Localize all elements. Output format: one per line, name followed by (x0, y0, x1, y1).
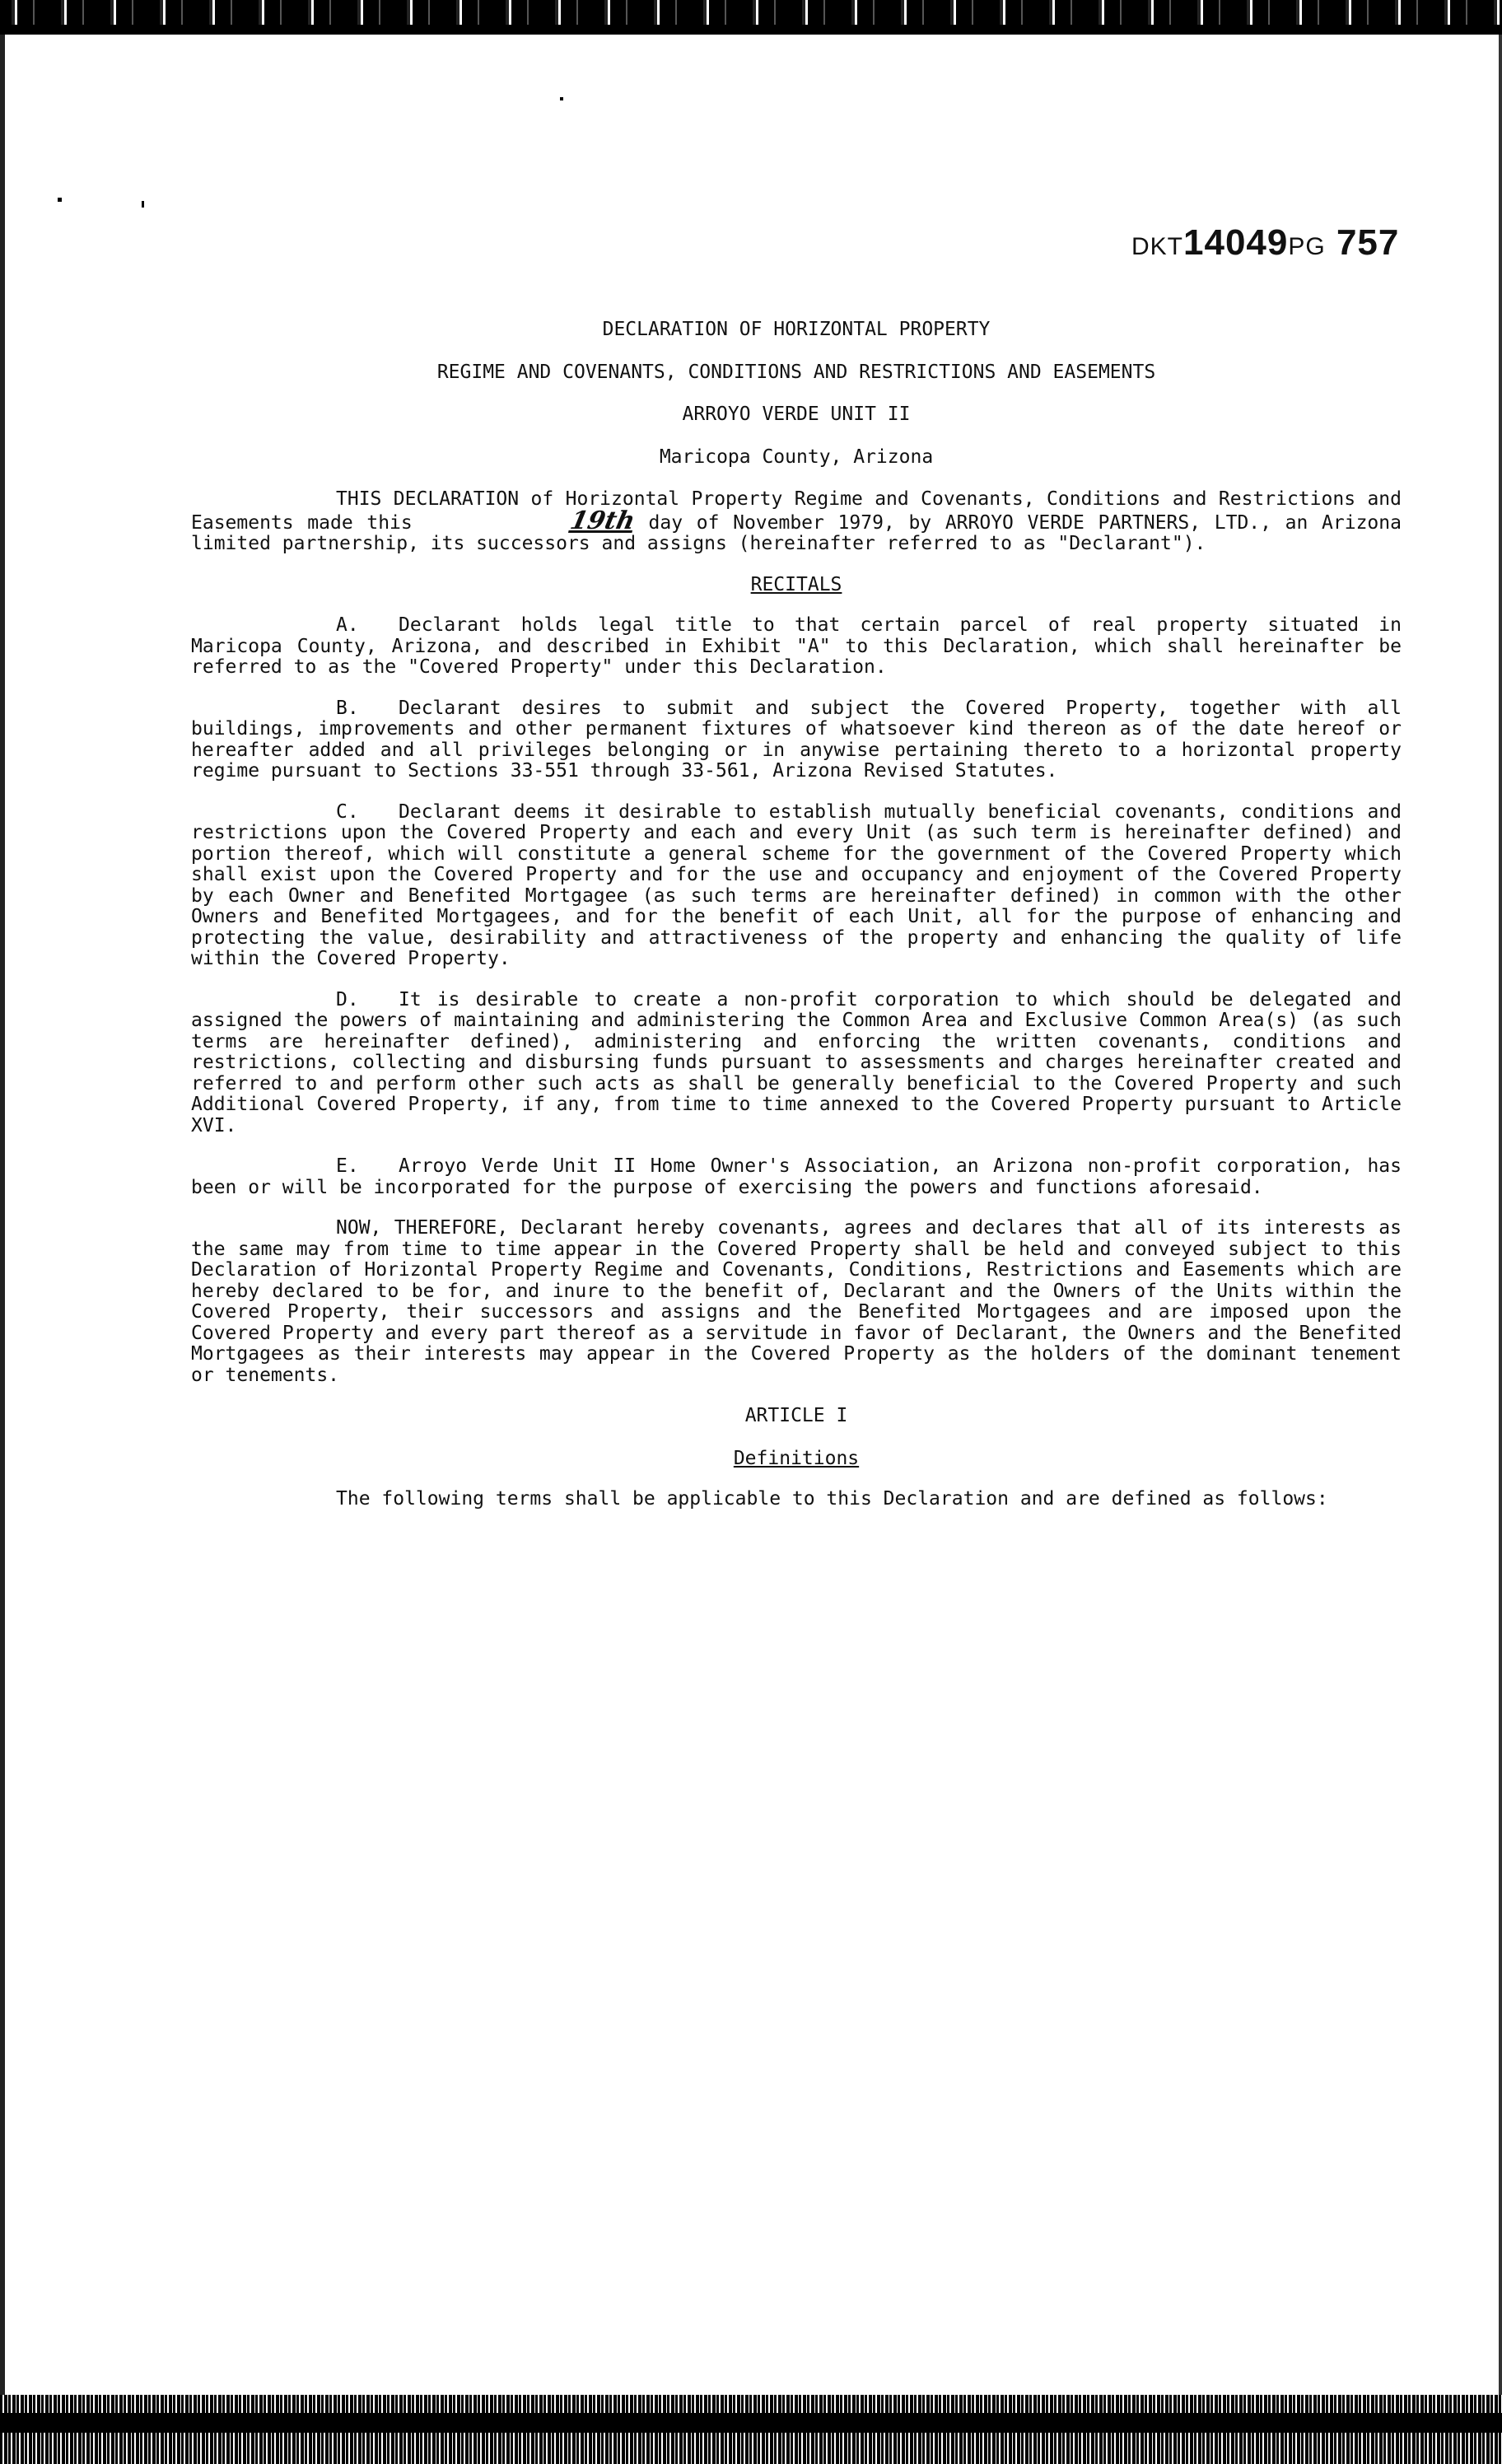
intro-paragraph (191, 489, 1402, 555)
scan-speck (142, 201, 144, 208)
page-number: 757 (1336, 222, 1400, 263)
title-line-3: ARROYO VERDE UNIT II (682, 404, 911, 425)
recital-letter: E. (336, 1155, 359, 1177)
page-label: PG (1288, 233, 1326, 260)
intro-text-after-date: day of November 1979, by ARROYO VERDE PARTNERS, LTD., an Arizona limited partnership, its successors and assigns (hereinafter referred to as "Declarant"). (191, 511, 1402, 554)
scan-border-top (0, 0, 1502, 35)
title-line-4: Maricopa County, Arizona (659, 446, 934, 468)
recital-text: Declarant holds legal title to that certain parcel of real property situated in Maricopa County, Arizona, and described in Exhibit "A" to this Declaration, which shall hereinafter be referred to as the "Covered Property" under this Declaration. (191, 614, 1402, 678)
recital-text: It is desirable to create a non-profit corporation to which should be delegated and assigned the powers of maintaining and administering the Common Area and Exclusive Common Area(s) (as such terms are hereinafter defined), administering and enforcing the written covenants, conditions and restrictions, collecting and disbursing funds pursuant to assessments and charges hereinafter created and referred to and perform other such acts as shall be generally beneficial to the Covered Property and such Additional Covered Property, if any, from time to time annexed to the Covered Property pursuant to Article XVI. (191, 988, 1402, 1136)
document-body (191, 320, 1402, 1530)
title-line-2: REGIME AND COVENANTS, CONDITIONS AND RESTRICTIONS AND EASEMENTS (436, 361, 1156, 383)
article-name: Definitions (733, 1447, 860, 1469)
scan-speck (58, 198, 62, 202)
recital-d (191, 990, 1402, 1137)
recitals-heading: RECITALS (750, 573, 842, 595)
scan-speck (560, 97, 563, 100)
definitions-intro: The following terms shall be applicable to this Declaration and are defined as follows: (336, 1488, 1328, 1510)
recital-c (191, 802, 1402, 970)
recital-letter: B. (336, 697, 359, 719)
book-page-reference (1131, 222, 1428, 275)
recital-e (191, 1156, 1402, 1198)
intro-text-before-date: THIS DECLARATION of Horizontal Property Regime and Covenants, Conditions and Restrictions and Easements made this (191, 488, 1402, 534)
recital-a (191, 615, 1402, 679)
now-therefore-paragraph: NOW, THEREFORE, Declarant hereby covenants, agrees and declares that all of its interests as the same may from time to time appear in the Covered Property shall be held and conveyed subject to this Declaration of Horizontal Property Regime and Covenants, Conditions, Restrictions and Easements which are hereby declared to be for, and inure to the benefit of, Declarant and the Owners of the Units within the Covered Property, their successors and assigns and the Benefited Mortgagees and are imposed upon the Covered Property and every part thereof as a servitude in favor of Declarant, the Owners and the Benefited Mortgagees as their interests may appear in the Covered Property as the holders of the dominant tenement or tenements. (191, 1217, 1402, 1386)
scan-border-left (0, 35, 5, 2395)
handwritten-date: 19th (567, 506, 638, 535)
recital-letter: A. (336, 614, 359, 636)
recital-text: Declarant deems it desirable to establish mutually beneficial covenants, conditions and restrictions upon the Covered Property and each and every Unit (as such term is hereinafter defined) and portion thereof, which will constitute a general scheme for the government of the Covered Property which shall exist upon the Covered Property and for the use and occupancy and enjoyment of the Covered Property by each Owner and Benefited Mortgagee (as such terms are hereinafter defined) in common with the other Owners and Benefited Mortgagees, and for the benefit of each Unit, all for the purpose of enhancing and protecting the value, desirability and attractiveness of the property and enhancing the quality of life within the Covered Property. (191, 800, 1402, 969)
docket-number: 14049 (1183, 222, 1289, 263)
scan-border-right (1499, 35, 1502, 2395)
article-number: ARTICLE I (744, 1405, 848, 1426)
docket-prefix: DKT (1131, 233, 1183, 260)
recital-letter: C. (336, 800, 359, 823)
scan-border-bottom (0, 2395, 1502, 2464)
recital-b (191, 698, 1402, 782)
recital-text: Declarant desires to submit and subject the Covered Property, together with all buildings, improvements and other permanent fixtures of whatsoever kind thereon as of the date hereof or hereafter added and all privileges belonging or in anywise pertaining thereto to a horizontal property regime pursuant to Sections 33-551 through 33-561, Arizona Revised Statutes. (191, 697, 1402, 782)
recital-letter: D. (336, 988, 359, 1010)
title-line-1: DECLARATION OF HORIZONTAL PROPERTY (602, 319, 991, 340)
recital-text: Arroyo Verde Unit II Home Owner's Association, an Arizona non-profit corporation, has been or will be incorporated for the purpose of exercising the powers and functions aforesaid. (191, 1155, 1402, 1198)
